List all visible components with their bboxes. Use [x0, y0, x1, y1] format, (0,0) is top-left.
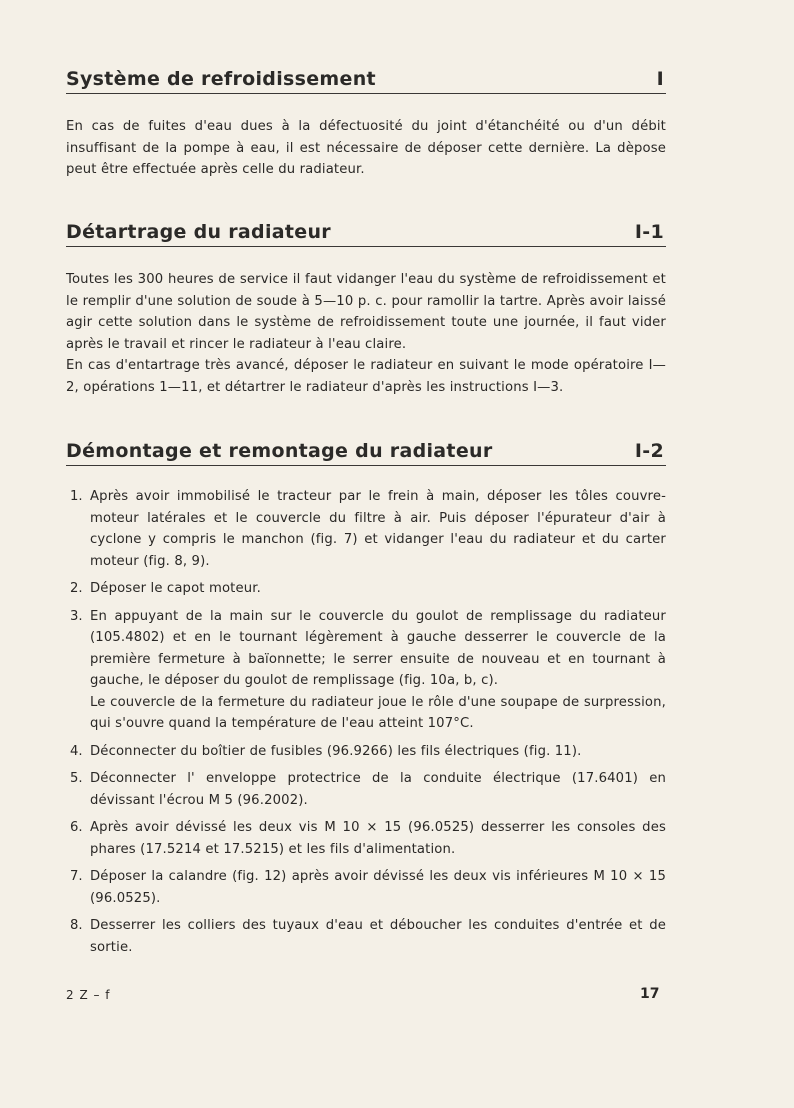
- item-number: 6.: [70, 820, 83, 835]
- list-item: [70, 486, 666, 572]
- section-code: I-2: [634, 440, 664, 462]
- item-number: 8.: [70, 918, 83, 933]
- list-item: [70, 578, 666, 600]
- item-text: En appuyant de la main sur le couvercle du goulot de remplissage du radiateur (105.4802) et en le tournant légèrement à gauche desserrer le couvercle de la première fermeture à baïonnette; le serrer ensuite de nouveau et en tournant à gauche, le déposer du goulot de remplissage (fig. 10a, b, c).: [90, 608, 666, 688]
- item-text-block: [90, 606, 666, 735]
- list-item: [70, 768, 666, 811]
- list-item: [70, 866, 666, 909]
- item-text: Après avoir dévissé les deux vis M 10 × 15 (96.0525) desserrer les consoles des phares (17.5214 et 17.5215) et les fils d'alimentation.: [90, 820, 666, 857]
- item-text: Desserrer les colliers des tuyaux d'eau et déboucher les conduites d'entrée et de sortie.: [90, 918, 666, 955]
- list-item: [70, 606, 666, 735]
- list-item: [70, 741, 666, 763]
- section-heading: [66, 68, 666, 94]
- item-text: Déconnecter du boîtier de fusibles (96.9266) les fils électriques (fig. 11).: [90, 743, 582, 759]
- item-text: Déconnecter l' enveloppe protectrice de la conduite électrique (17.6401) en dévissant l'écrou M 5 (96.2002).: [90, 771, 666, 808]
- paragraph: En cas d'entartrage très avancé, déposer le radiateur en suivant le mode opératoire I—2, opérations 1—11, et détartrer le radiateur d'après les instructions I—3.: [66, 358, 666, 395]
- paragraph: En cas de fuites d'eau dues à la défectuosité du joint d'étanchéité ou d'un débit insuffisant de la pompe à eau, il est nécessaire de déposer cette dernière. La dèpose peut être effectuée après celle du radiateur.: [66, 119, 666, 177]
- list-item: [70, 915, 666, 958]
- item-number: 7.: [70, 869, 83, 884]
- footer-reference: 2 Z – f: [66, 988, 111, 1002]
- section-heading: [66, 221, 666, 247]
- section-code: I-1: [634, 221, 664, 243]
- steps-list: [70, 486, 666, 964]
- item-number: 4.: [70, 743, 83, 759]
- list-item: [70, 817, 666, 860]
- item-number: 5.: [70, 771, 83, 786]
- section-title: Système de refroidissement: [66, 68, 376, 90]
- page-number: 17: [640, 986, 660, 1002]
- item-text: Déposer le capot moteur.: [90, 581, 261, 596]
- section-title: Détartrage du radiateur: [66, 221, 331, 243]
- section-descaling: [66, 221, 666, 398]
- section-dismount-radiator: [66, 440, 666, 466]
- section-cooling-system: [66, 68, 666, 181]
- item-note: Le couvercle de la fermeture du radiateur joue le rôle d'une soupape de surpression, qui s'ouvre quand la température de l'eau atteint 107°C.: [90, 694, 666, 731]
- paragraph: Toutes les 300 heures de service il faut vidanger l'eau du système de refroidissement et le remplir d'une solution de soude à 5—10 p. c. pour ramollir la tartre. Après avoir laissé agir cette solution dans le système de refroidissement toute une journée, il faut vider après le travail et rincer le radiateur à l'eau claire.: [66, 272, 666, 352]
- item-number: 2.: [70, 581, 83, 596]
- item-text: Après avoir immobilisé le tracteur par le frein à main, déposer les tôles couvre-moteur latérales et le couvercle du filtre à air. Puis déposer l'épurateur d'air à cyclone y compris le manchon (fig. 7) et vidanger l'eau du radiateur et du carter moteur (fig. 8, 9).: [90, 489, 666, 569]
- section-title: Démontage et remontage du radiateur: [66, 440, 493, 462]
- section-heading: [66, 440, 666, 466]
- item-text: Déposer la calandre (fig. 12) après avoir dévissé les deux vis inférieures M 10 × 15 (96.0525).: [90, 869, 666, 906]
- item-number: 1.: [70, 489, 83, 504]
- section-code: I: [656, 68, 664, 90]
- item-number: 3.: [70, 608, 83, 624]
